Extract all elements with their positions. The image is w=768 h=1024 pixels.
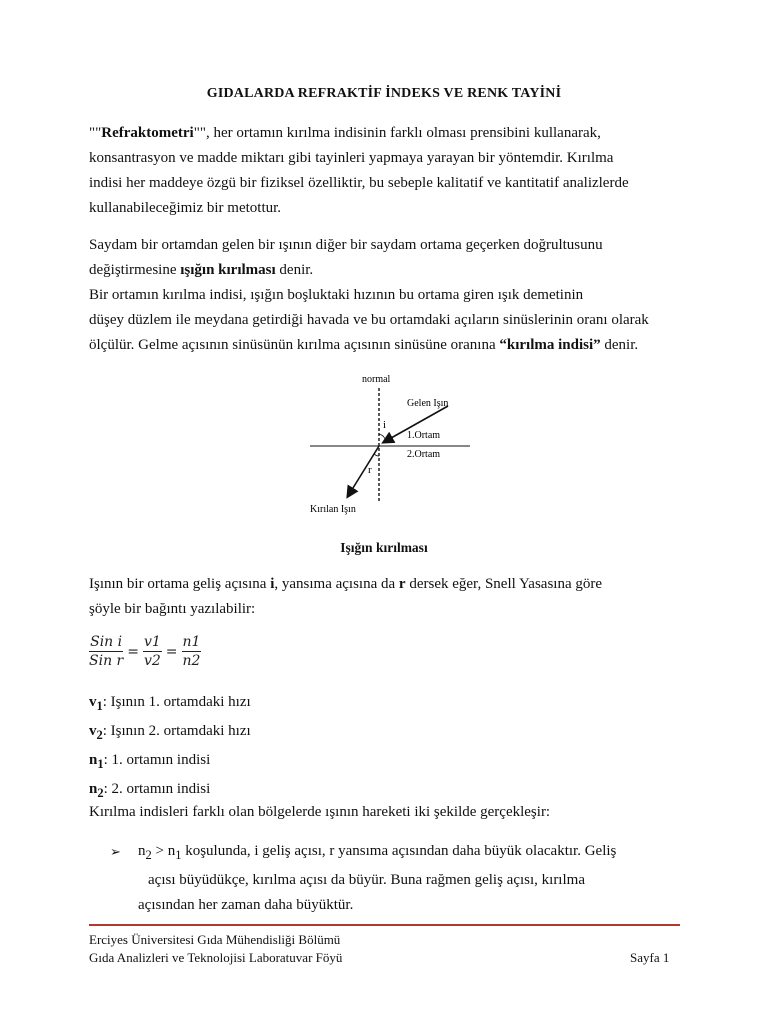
symbol-i: i <box>270 576 275 592</box>
normal-label: normal <box>362 374 391 385</box>
bullet-line-2: açısı büyüdükçe, kırılma açısı da büyür. Buna rağmen geliş açısı, kırılma <box>148 872 585 888</box>
text-span: ölçülür. Gelme açısının sinüsünün kırılma açısının sinüsüne oranına <box>89 337 500 353</box>
text-span: denir. <box>600 337 639 353</box>
refraction-line-3: Bir ortamın kırılma indisi, ışığın boşluktaki hızının bu ortama giren ışık demetinin <box>89 287 584 303</box>
numerator: v1 <box>143 634 161 650</box>
def-subscript: 2 <box>96 728 103 742</box>
def-text: : Işının 2. ortamdaki hızı <box>102 723 251 739</box>
numerator: Sin i <box>90 634 123 650</box>
snell-formula <box>89 634 201 669</box>
definition-item <box>89 748 251 777</box>
definitions-list <box>89 690 251 806</box>
angle-i-label: i <box>383 419 387 431</box>
denominator: n2 <box>182 653 201 669</box>
document-title: GIDALARDA REFRAKTİF İNDEKS VE RENK TAYİNİ <box>206 86 562 101</box>
def-text: : 2. ortamın indisi <box>103 781 211 797</box>
refraction-line-1: Saydam bir ortamdan gelen bir ışının diğer bir saydam ortama geçerken doğrultusunu <box>89 237 603 253</box>
refraction-line-2 <box>89 258 689 283</box>
refraction-diagram <box>300 372 480 520</box>
arrow-bullet-icon: ➢ <box>110 844 121 859</box>
text-span: dersek eğer, Snell Yasasına göre <box>405 576 603 592</box>
angle-r-label: r <box>368 464 372 476</box>
def-symbol: n <box>89 781 98 797</box>
snell-line-2: şöyle bir bağıntı yazılabilir: <box>89 601 256 617</box>
def-symbol: v <box>89 694 97 710</box>
refraction-line-4: düşey düzlem ile meydana getirdiği havada ve bu ortamdaki açıların sinüslerinin oranı olarak <box>89 312 649 328</box>
footer-course: Gıda Analizleri ve Teknolojisi Laboratuvar Föyü <box>89 950 343 965</box>
footer-department: Erciyes Üniversitesi Gıda Mühendisliği Bölümü <box>89 932 341 947</box>
equals-sign: = <box>127 643 139 660</box>
fraction-sin <box>89 634 123 669</box>
def-subscript: 2 <box>97 786 104 800</box>
def-text: : 1. ortamın indisi <box>103 752 211 768</box>
fraction-index <box>182 634 202 669</box>
page-number: Sayfa 1 <box>630 950 670 965</box>
intro-line-2: konsantrasyon ve madde miktarı gibi tayinleri yapmaya yarayan bir yöntemdir. Kırılma <box>89 150 614 166</box>
snell-line-1 <box>89 572 689 597</box>
medium-2-label: 2.Ortam <box>407 449 441 460</box>
symbol-r: r <box>398 576 406 592</box>
refracted-label: Kırılan Işın <box>310 504 356 515</box>
snell-paragraph <box>89 572 689 622</box>
equals-sign: = <box>165 643 178 660</box>
def-symbol: v <box>89 723 97 739</box>
def-symbol: n <box>89 752 98 768</box>
def-subscript: 1 <box>96 699 103 713</box>
text-span: değiştirmesine <box>89 262 181 278</box>
subscript: 1 <box>175 848 182 862</box>
text-span: Işının bir ortama geliş açısına <box>89 576 271 592</box>
text-span: denir. <box>275 262 314 278</box>
bold-term: “kırılma indisi” <box>499 337 601 353</box>
figure-caption: Işığın kırılması <box>340 540 428 555</box>
bullet-line-1 <box>138 839 678 868</box>
definition-item <box>89 690 251 719</box>
refraction-line-5 <box>89 333 689 358</box>
intro-line-1: ""Refraktometri"", her ortamın kırılma indisinin farklı olması prensibini kullanarak, <box>89 125 601 141</box>
bullet-text <box>138 839 678 918</box>
motion-paragraph: Kırılma indisleri farklı olan bölgelerde ışının hareketi iki şekilde gerçekleşir: <box>89 804 551 820</box>
symbol-n: n <box>167 843 176 859</box>
fraction-velocity <box>143 634 162 669</box>
bold-term: ışığın kırılması <box>180 262 276 278</box>
text-span: koşulunda, i geliş açısı, r yansıma açısından daha büyük olacaktır. Geliş <box>181 843 617 859</box>
numerator: n1 <box>182 634 201 650</box>
footer-divider <box>89 924 680 926</box>
medium-1-label: 1.Ortam <box>407 430 441 441</box>
definition-item <box>89 719 251 748</box>
angle-i-arc <box>379 434 386 441</box>
def-text: : Işının 1. ortamdaki hızı <box>102 694 251 710</box>
text-span: , yansıma açısına da <box>274 576 399 592</box>
denominator: v2 <box>143 653 161 669</box>
intro-line-3: indisi her maddeye özgü bir fiziksel özelliktir, bu sebeple kalitatif ve kantitatif analizlerde <box>89 175 629 191</box>
denominator: Sin r <box>89 653 124 669</box>
bullet-line-3: açısından her zaman daha büyüktür. <box>138 897 354 913</box>
intro-term: Refraktometri <box>101 125 194 141</box>
refraction-paragraph <box>89 233 689 358</box>
incident-label: Gelen Işın <box>407 398 449 409</box>
gt-sign: > <box>151 843 168 859</box>
intro-paragraph <box>89 121 689 221</box>
symbol-n: n <box>138 843 146 859</box>
def-subscript: 1 <box>97 757 104 771</box>
intro-line-4: kullanabileceğimiz bir metottur. <box>89 200 282 216</box>
subscript: 2 <box>145 848 152 862</box>
